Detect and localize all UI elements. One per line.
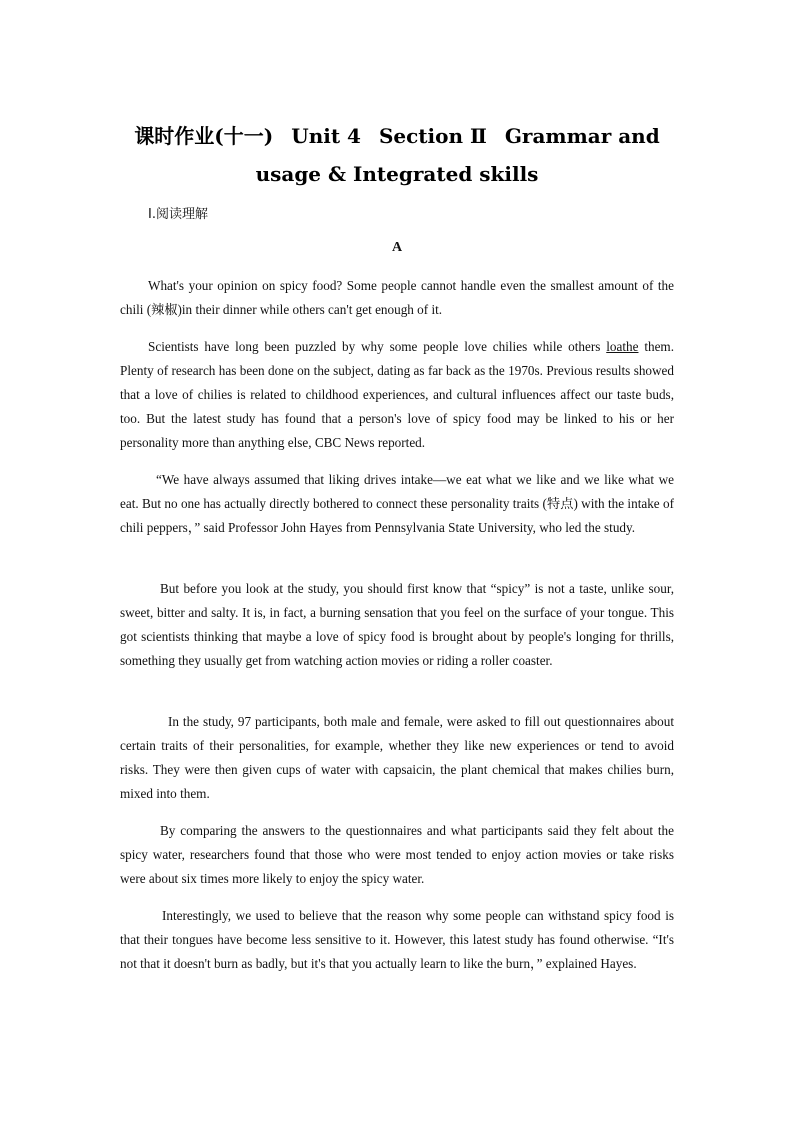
page-title-line2: usage & Integrated skills bbox=[255, 162, 539, 186]
title-section: Section Ⅱ bbox=[378, 124, 487, 148]
passage-paragraph-1: What's your opinion on spicy food? Some people cannot handle even the smallest amount of the chili (辣椒)in their dinner while others can't get enough of it. bbox=[120, 278, 674, 317]
passage-paragraph-5: In the study, 97 participants, both male and female, were asked to fill out questionnaires about certain traits of their personalities, for example, whether they like new experiences or tend to avoid risks. They were then given cups of water with capsaicin, the plant chemical that makes chilies burn, mixed into them. bbox=[120, 714, 674, 801]
paragraph-2-text-end: them. Plenty of research has been done on the subject, dating as far back as the 1970s. Previous results showed that a love of chilies is related to childhood experiences, and cultural influences affect our taste buds, too. But the latest study has found that a person's love of spicy food may be linked to his or her personality more than anything else, CBC News reported. bbox=[120, 339, 674, 450]
passage-paragraph-6: By comparing the answers to the questionnaires and what participants said they felt about the spicy water, researchers found that those who were most tended to enjoy action movies or take risks were about six times more likely to enjoy the spicy water. bbox=[120, 823, 674, 886]
passage-paragraph-4: But before you look at the study, you should first know that “spicy” is not a taste, unlike sour, sweet, bitter and salty. It is, in fact, a burning sensation that you feel on the surface of your tongue. This got scientists thinking that maybe a love of spicy food is brought about by people's longing for thrills, something they usually get from watching action movies or riding a roller coaster. bbox=[120, 581, 674, 668]
passage-paragraph-3: “We have always assumed that liking drives intake—we eat what we like and we like what we eat. But no one has actually directly bothered to connect these personality traits (特点) with the intake of chili peppers，” said Professor John Hayes from Pennsylvania State University, who led the study. bbox=[120, 472, 674, 535]
passage-paragraph-2 bbox=[120, 335, 674, 455]
page-title bbox=[120, 120, 674, 149]
title-homework-label: 课时作业(十一) bbox=[134, 124, 274, 148]
passage-paragraph-7: Interestingly, we used to believe that the reason why some people can withstand spicy food is that their tongues have become less sensitive to it. However, this latest study has found otherwise. “It's not that it doesn't burn as badly, but it's that you actually learn to like the burn，” explained Hayes. bbox=[120, 908, 674, 971]
title-unit: Unit 4 bbox=[291, 124, 361, 148]
paragraph-2-text-start: Scientists have long been puzzled by why some people love chilies while others bbox=[148, 339, 607, 354]
underlined-word: loathe bbox=[606, 339, 639, 354]
title-topic: Grammar and bbox=[504, 124, 660, 148]
section-label: Ⅰ.阅读理解 bbox=[148, 207, 208, 222]
part-letter: A bbox=[391, 240, 403, 255]
